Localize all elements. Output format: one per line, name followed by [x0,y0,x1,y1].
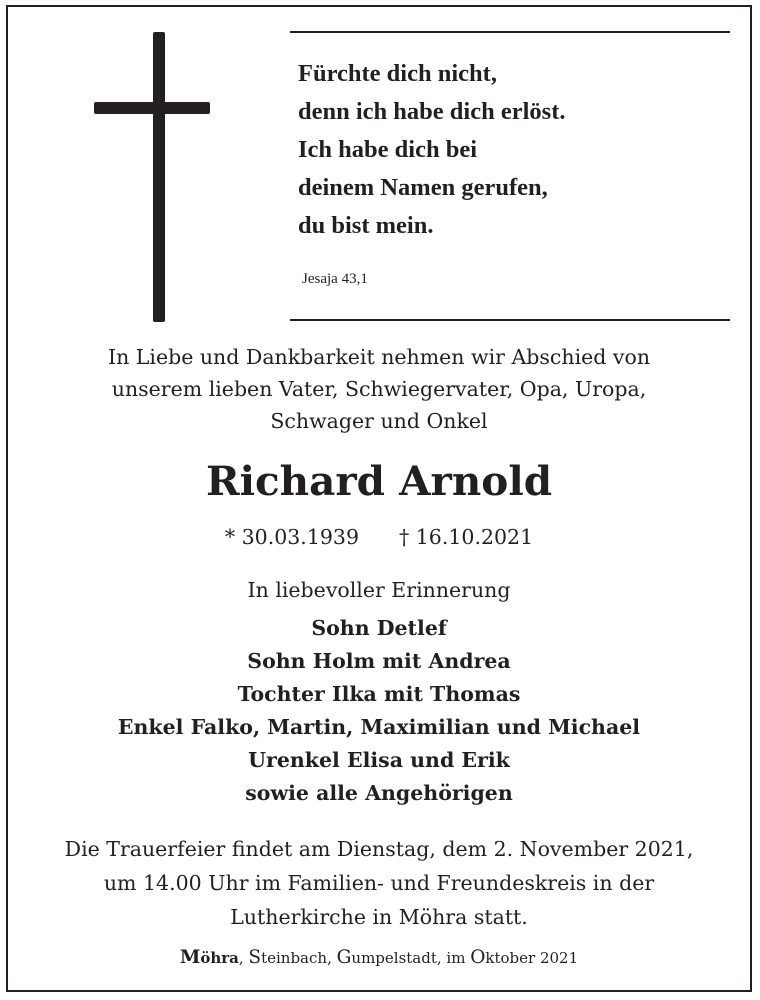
verse-line: Fürchte dich nicht, [298,60,497,87]
separator: , [238,949,249,967]
intro-line: unserem lieben Vater, Schwiegervater, Opa, Uropa, [111,377,647,401]
service-line: Die Trauerfeier findet am Dienstag, dem 2. November 2021, [64,837,694,861]
family-member: Sohn Detlef [311,616,447,640]
month-initial: O [470,947,486,968]
memory-heading: In liebevoller Erinnerung [247,578,511,602]
separator: , [327,949,337,967]
place-initial: G [336,947,352,968]
month-prefix: im [446,949,471,967]
cross-icon-bar [94,102,210,114]
place-initial: S [248,947,262,968]
verse-line: Ich habe dich bei [298,136,478,163]
place-initial: M [179,947,201,968]
service-line: Lutherkirche in Möhra statt. [230,905,528,929]
verse-bottom-rule [290,319,730,321]
family-member: Urenkel Elisa und Erik [248,748,510,772]
verse-line: denn ich habe dich erlöst. [298,98,566,125]
cross-icon [153,32,165,322]
deceased-name: Richard Arnold [205,457,553,505]
year: 2021 [535,949,579,967]
intro-line: Schwager und Onkel [270,409,488,433]
obituary-frame [6,5,752,992]
bible-verse [298,55,728,245]
intro-text [8,341,750,437]
place-rest: teinbach [261,949,328,967]
place-rest: öhra [200,949,239,967]
places-dateline [8,946,750,970]
life-dates [8,521,750,553]
family-list [8,612,750,810]
verse-line: du bist mein. [298,212,434,239]
month-rest: ktober [485,949,536,967]
family-member: Tochter Ilka mit Thomas [237,682,521,706]
family-member: Sohn Holm mit Andrea [247,649,511,673]
family-member: Enkel Falko, Martin, Maximilian und Michael [117,715,641,739]
place-rest: umpelstadt [351,949,437,967]
death-date: † 16.10.2021 [399,525,534,549]
verse-reference: Jesaja 43,1 [302,271,368,287]
intro-line: In Liebe und Dankbarkeit nehmen wir Abschied von [107,345,651,369]
separator: , [436,949,447,967]
birth-date: * 30.03.1939 [224,525,359,549]
verse-line: deinem Namen gerufen, [298,174,548,201]
verse-top-rule [290,31,730,33]
service-line: um 14.00 Uhr im Familien- und Freundeskreis in der [103,871,655,895]
service-notice [8,832,750,934]
family-member: sowie alle Angehörigen [245,781,513,805]
